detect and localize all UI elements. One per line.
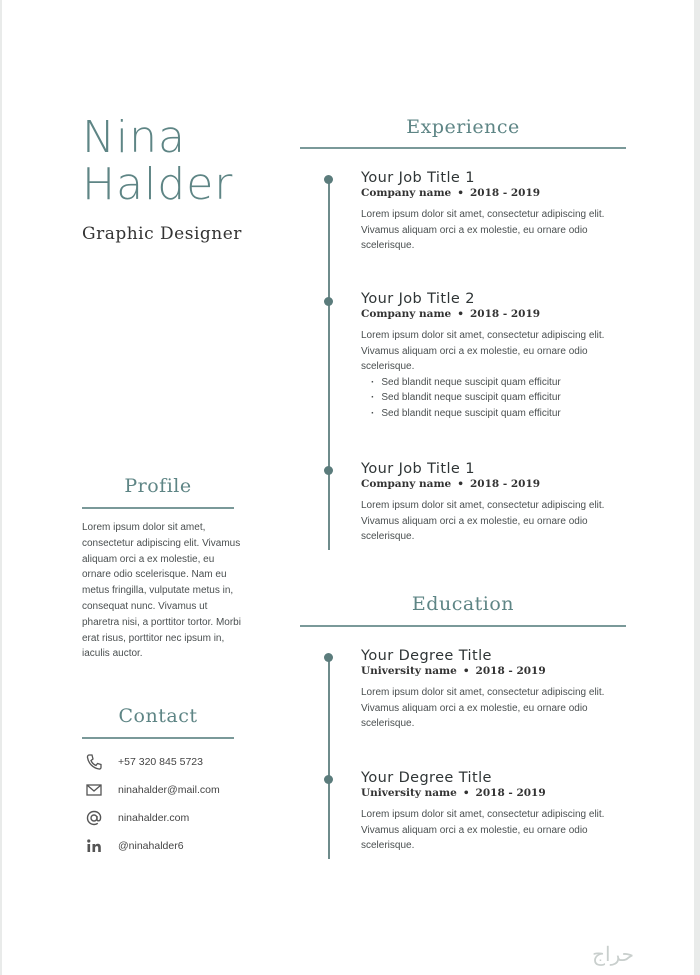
first-name: Nina <box>82 112 186 163</box>
timeline-dot <box>324 653 333 662</box>
education-heading: Education <box>411 593 515 615</box>
profile-divider <box>82 507 234 509</box>
degree-description: Lorem ipsum dolor sit amet, consectetur adipiscing elit. Vivamus aliquam orci a ex molestie, eu ornare odio scelerisque. <box>361 687 605 729</box>
job-title: Your Job Title 2 <box>361 291 475 307</box>
linkedin-icon <box>84 836 104 856</box>
experience-entry <box>361 291 631 422</box>
phone-icon <box>84 752 104 772</box>
meta-separator: • <box>462 665 470 677</box>
contact-website[interactable] <box>84 807 264 829</box>
company-name: Company name <box>361 478 452 490</box>
timeline-dot <box>324 175 333 184</box>
experience-divider <box>300 147 626 149</box>
job-title: Your Job Title 1 <box>361 461 475 477</box>
university-name: University name <box>361 787 457 799</box>
job-bullet-list <box>361 375 631 422</box>
experience-heading: Experience <box>406 116 520 138</box>
contact-linkedin-text: @ninahalder6 <box>118 840 184 852</box>
resume-page <box>2 0 694 975</box>
degree-meta <box>361 787 631 799</box>
job-title: Your Job Title 1 <box>361 170 475 186</box>
meta-separator: • <box>457 187 464 199</box>
contact-phone[interactable] <box>84 751 264 773</box>
education-timeline <box>328 656 330 859</box>
job-dates: 2018 - 2019 <box>469 308 541 320</box>
person-name <box>82 114 282 208</box>
job-description: Lorem ipsum dolor sit amet, consectetur adipiscing elit. Vivamus aliquam orci a ex molestie, eu ornare odio scelerisque. <box>361 209 605 251</box>
job-role: Graphic Designer <box>82 224 242 244</box>
contact-phone-text: +57 320 845 5723 <box>118 756 203 768</box>
degree-dates: 2018 - 2019 <box>475 787 546 799</box>
job-meta <box>361 187 631 199</box>
degree-title: Your Degree Title <box>361 648 492 664</box>
job-meta <box>361 308 631 320</box>
experience-entry <box>361 170 631 254</box>
timeline-dot <box>324 297 333 306</box>
job-description: Lorem ipsum dolor sit amet, consectetur adipiscing elit. Vivamus aliquam orci a ex molestie, eu ornare odio scelerisque. <box>361 330 605 372</box>
timeline-dot <box>324 466 333 475</box>
contact-website-text: ninahalder.com <box>118 812 190 824</box>
contact-heading: Contact <box>118 705 198 727</box>
contact-linkedin[interactable] <box>84 835 264 857</box>
degree-title: Your Degree Title <box>361 770 492 786</box>
education-entry <box>361 648 631 732</box>
degree-description: Lorem ipsum dolor sit amet, consectetur adipiscing elit. Vivamus aliquam orci a ex molestie, eu ornare odio scelerisque. <box>361 809 605 851</box>
education-divider <box>300 625 626 627</box>
contact-email[interactable] <box>84 779 264 801</box>
contact-divider <box>82 737 234 739</box>
profile-heading: Profile <box>124 475 192 497</box>
job-meta <box>361 478 631 490</box>
job-dates: 2018 - 2019 <box>469 478 541 490</box>
profile-text: Lorem ipsum dolor sit amet, consectetur adipiscing elit. Vivamus aliquam orci a ex molestie, eu ornare odio scelerisque. Nam eu metus fringilla, vulputate metus in, consequat nunc. Vivamus ut pharetra nisi, a porttitor tortor. Morbi erat risus, porttitor nec ipsum in, iaculis auctor. <box>82 522 241 660</box>
meta-separator: • <box>462 787 470 799</box>
job-bullet: · Sed blandit neque suscipit quam efficitur <box>371 406 631 422</box>
meta-separator: • <box>457 308 464 320</box>
company-name: Company name <box>361 308 452 320</box>
mail-icon <box>84 780 104 800</box>
at-icon <box>84 808 104 828</box>
timeline-dot <box>324 775 333 784</box>
watermark: حراج <box>592 944 634 966</box>
university-name: University name <box>361 665 457 677</box>
job-description: Lorem ipsum dolor sit amet, consectetur adipiscing elit. Vivamus aliquam orci a ex molestie, eu ornare odio scelerisque. <box>361 500 605 542</box>
job-dates: 2018 - 2019 <box>469 187 541 199</box>
contact-email-text: ninahalder@mail.com <box>118 784 220 796</box>
degree-meta <box>361 665 631 677</box>
company-name: Company name <box>361 187 452 199</box>
experience-entry <box>361 461 631 545</box>
job-bullet: · Sed blandit neque suscipit quam efficitur <box>371 375 631 391</box>
last-name: Halder <box>82 159 234 210</box>
education-entry <box>361 770 631 854</box>
degree-dates: 2018 - 2019 <box>475 665 546 677</box>
job-bullet: · Sed blandit neque suscipit quam efficitur <box>371 390 631 406</box>
meta-separator: • <box>457 478 464 490</box>
experience-timeline <box>328 178 330 550</box>
